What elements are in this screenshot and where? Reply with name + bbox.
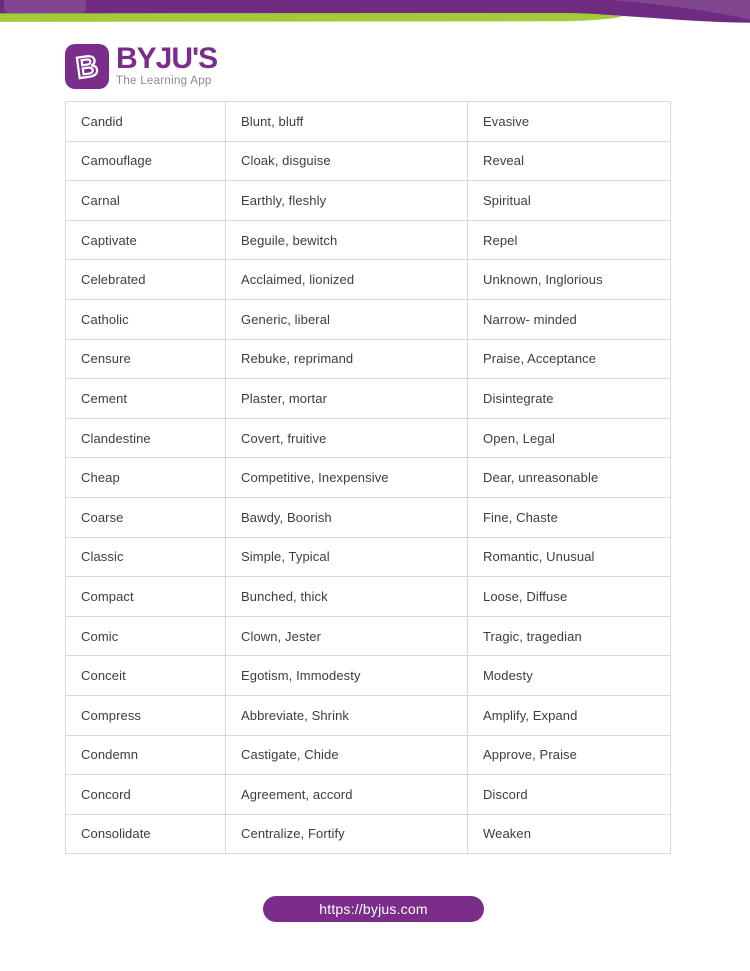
table-row	[66, 299, 671, 339]
synonyms-cell: Beguile, bewitch	[226, 220, 468, 260]
table-row	[66, 695, 671, 735]
word-cell: Carnal	[66, 181, 226, 221]
word-cell: Consolidate	[66, 814, 226, 854]
antonyms-cell: Reveal	[468, 141, 671, 181]
antonyms-cell: Modesty	[468, 656, 671, 696]
antonyms-cell: Unknown, Inglorious	[468, 260, 671, 300]
antonyms-cell: Disintegrate	[468, 379, 671, 419]
word-cell: Classic	[66, 537, 226, 577]
logo-mark-letter: B	[74, 49, 101, 86]
table-row	[66, 339, 671, 379]
synonyms-cell: Blunt, bluff	[226, 102, 468, 142]
synonyms-cell: Abbreviate, Shrink	[226, 695, 468, 735]
word-cell: Candid	[66, 102, 226, 142]
logo-wordmark: BYJU'S	[116, 42, 218, 75]
word-cell: Cheap	[66, 458, 226, 498]
word-cell: Coarse	[66, 497, 226, 537]
table-row	[66, 577, 671, 617]
synonyms-cell: Covert, fruitive	[226, 418, 468, 458]
header-swoosh	[0, 0, 750, 36]
table-row	[66, 735, 671, 775]
table-row	[66, 656, 671, 696]
antonyms-cell: Repel	[468, 220, 671, 260]
antonyms-cell: Romantic, Unusual	[468, 537, 671, 577]
footer-url-pill[interactable]	[263, 896, 484, 922]
synonyms-cell: Bawdy, Boorish	[226, 497, 468, 537]
logo-tagline: The Learning App	[116, 75, 212, 87]
antonyms-cell: Open, Legal	[468, 418, 671, 458]
antonyms-cell: Approve, Praise	[468, 735, 671, 775]
word-cell: Conceit	[66, 656, 226, 696]
logo-text	[116, 44, 217, 87]
table-row	[66, 102, 671, 142]
footer-url[interactable]: https://byjus.com	[319, 901, 428, 917]
synonyms-cell: Centralize, Fortify	[226, 814, 468, 854]
word-cell: Censure	[66, 339, 226, 379]
table-row	[66, 418, 671, 458]
synonyms-cell: Clown, Jester	[226, 616, 468, 656]
synonyms-cell: Earthly, fleshly	[226, 181, 468, 221]
antonyms-cell: Narrow- minded	[468, 299, 671, 339]
header-light-rect	[4, 0, 86, 13]
synonyms-cell: Egotism, Immodesty	[226, 656, 468, 696]
synonyms-cell: Bunched, thick	[226, 577, 468, 617]
table-row	[66, 814, 671, 854]
synonyms-cell: Acclaimed, lionized	[226, 260, 468, 300]
table-row	[66, 220, 671, 260]
word-cell: Camouflage	[66, 141, 226, 181]
word-cell: Captivate	[66, 220, 226, 260]
antonyms-cell: Evasive	[468, 102, 671, 142]
word-cell: Celebrated	[66, 260, 226, 300]
synonyms-cell: Simple, Typical	[226, 537, 468, 577]
word-cell: Comic	[66, 616, 226, 656]
word-cell: Cement	[66, 379, 226, 419]
antonyms-cell: Loose, Diffuse	[468, 577, 671, 617]
table-row	[66, 458, 671, 498]
antonyms-cell: Amplify, Expand	[468, 695, 671, 735]
synonyms-cell: Competitive, Inexpensive	[226, 458, 468, 498]
word-cell: Catholic	[66, 299, 226, 339]
byjus-logo-mark-icon	[65, 44, 109, 89]
word-cell: Concord	[66, 775, 226, 815]
antonyms-cell: Weaken	[468, 814, 671, 854]
antonyms-cell: Praise, Acceptance	[468, 339, 671, 379]
synonyms-cell: Rebuke, reprimand	[226, 339, 468, 379]
table-row	[66, 616, 671, 656]
table-row	[66, 537, 671, 577]
table-row	[66, 181, 671, 221]
table-body	[66, 102, 671, 854]
antonyms-cell: Discord	[468, 775, 671, 815]
word-cell: Compress	[66, 695, 226, 735]
table-row	[66, 141, 671, 181]
synonyms-cell: Generic, liberal	[226, 299, 468, 339]
antonyms-cell: Dear, unreasonable	[468, 458, 671, 498]
antonyms-cell: Fine, Chaste	[468, 497, 671, 537]
synonyms-cell: Agreement, accord	[226, 775, 468, 815]
table-row	[66, 260, 671, 300]
byjus-logo	[65, 44, 217, 89]
table-row	[66, 379, 671, 419]
table-row	[66, 775, 671, 815]
word-cell: Compact	[66, 577, 226, 617]
antonyms-cell: Spiritual	[468, 181, 671, 221]
word-cell: Clandestine	[66, 418, 226, 458]
antonyms-cell: Tragic, tragedian	[468, 616, 671, 656]
synonyms-antonyms-table	[65, 101, 671, 854]
table-row	[66, 497, 671, 537]
synonyms-cell: Cloak, disguise	[226, 141, 468, 181]
header-green-stripe	[0, 13, 623, 22]
synonyms-cell: Plaster, mortar	[226, 379, 468, 419]
synonyms-cell: Castigate, Chide	[226, 735, 468, 775]
word-cell: Condemn	[66, 735, 226, 775]
